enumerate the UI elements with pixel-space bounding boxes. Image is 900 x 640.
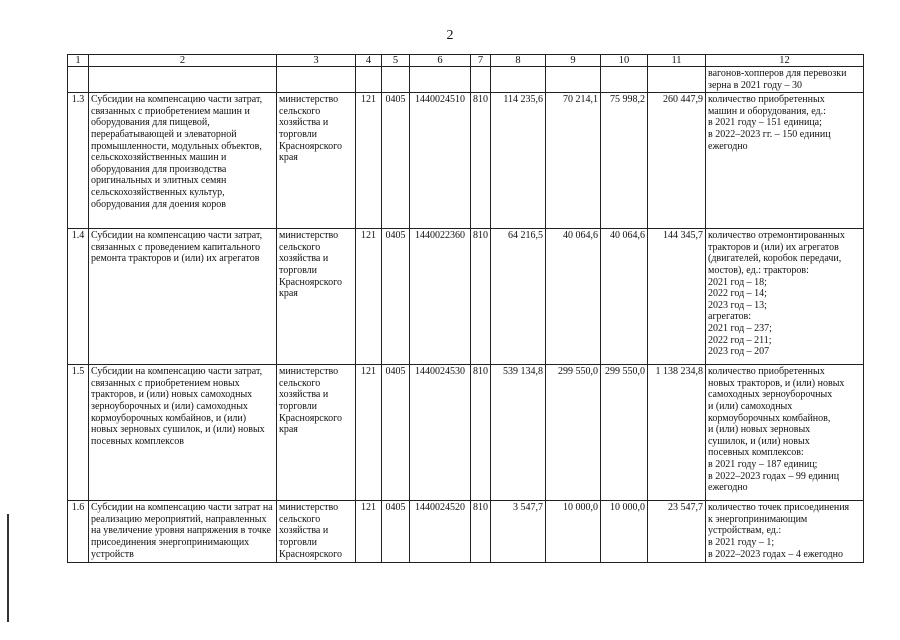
executor: министерство сельского хозяйства и торговли Красноярского края	[277, 229, 356, 365]
executor: министерство сельского хозяйства и торговли Красноярского края	[277, 93, 356, 229]
csr-code: 1440024520	[410, 501, 471, 563]
column-header: 9	[546, 55, 601, 67]
indicator-line: и (или) самоходных	[708, 400, 793, 412]
column-number-row	[68, 55, 864, 67]
row-id: 1.5	[68, 365, 89, 501]
indicator-line: 2021 год – 18;	[708, 276, 767, 288]
vr-code: 810	[471, 93, 491, 229]
indicator-line: самоходных зерноуборочных	[708, 389, 833, 401]
amount-total: 1 138 234,8	[648, 365, 706, 501]
amount-2021: 114 235,6	[491, 93, 546, 229]
page-number: 2	[446, 28, 454, 43]
indicator-cell	[706, 67, 864, 93]
indicator-line: в 2022–2023 годах – 99 единиц	[708, 470, 840, 482]
indicator-line: агрегатов:	[708, 311, 751, 323]
column-header: 2	[89, 55, 277, 67]
rzpr-code: 0405	[382, 93, 410, 229]
amount-total: 144 345,7	[648, 229, 706, 365]
indicator-line: и (или) новых зерновых	[708, 424, 811, 436]
continuation-row	[68, 67, 864, 93]
column-header: 8	[491, 55, 546, 67]
amount-2022: 10 000,0	[546, 501, 601, 563]
row-id: 1.3	[68, 93, 89, 229]
grbs-code: 121	[356, 93, 382, 229]
indicator-cell	[706, 229, 864, 365]
grbs-code: 121	[356, 229, 382, 365]
indicator-line: машин и оборудования, ед.:	[708, 105, 826, 117]
indicator-line: 2023 год – 207	[708, 346, 770, 358]
csr-code: 1440022360	[410, 229, 471, 365]
program-measures-table	[67, 54, 864, 563]
amount-2023: 75 998,2	[601, 93, 648, 229]
indicator-line: 2022 год – 211;	[708, 334, 772, 346]
column-header: 11	[648, 55, 706, 67]
indicator-line: количество точек присоединения	[708, 502, 850, 514]
indicator-line: посевных комплексов:	[708, 447, 804, 459]
column-header: 4	[356, 55, 382, 67]
rzpr-code: 0405	[382, 501, 410, 563]
indicator-line: мостов), ед.: тракторов:	[708, 264, 809, 276]
indicator-line: кормоуборочных комбайнов,	[708, 412, 831, 424]
indicator-line: тракторов и (или) их агрегатов	[708, 241, 839, 253]
amount-2021: 3 547,7	[491, 501, 546, 563]
rzpr-code: 0405	[382, 365, 410, 501]
vr-code: 810	[471, 365, 491, 501]
csr-code: 1440024510	[410, 93, 471, 229]
indicator-line: 2021 год – 237;	[708, 322, 772, 334]
column-header: 3	[277, 55, 356, 67]
amount-2022: 299 550,0	[546, 365, 601, 501]
indicator-line: количество приобретенных	[708, 94, 825, 106]
grbs-code: 121	[356, 365, 382, 501]
table-row	[68, 229, 864, 365]
amount-total: 260 447,9	[648, 93, 706, 229]
vr-code: 810	[471, 501, 491, 563]
scan-edge-mark	[7, 514, 9, 622]
indicator-line: ежегодно	[708, 140, 748, 152]
indicator-line: в 2022–2023 гг. – 150 единиц	[708, 128, 831, 140]
amount-2023: 40 064,6	[601, 229, 648, 365]
table-row	[68, 365, 864, 501]
column-header: 5	[382, 55, 410, 67]
indicator-line: новых тракторов, и (или) новых	[708, 377, 845, 389]
executor: министерство сельского хозяйства и торговли Красноярского	[277, 501, 356, 563]
amount-2022: 70 214,1	[546, 93, 601, 229]
column-header: 10	[601, 55, 648, 67]
amount-2021: 539 134,8	[491, 365, 546, 501]
vr-code: 810	[471, 229, 491, 365]
measure-name: Субсидии на компенсацию части затрат на реализацию мероприятий, направленных на увеличение уровня напряжения в точке присоединения энергопринимающих устройств	[89, 501, 277, 563]
amount-2021: 64 216,5	[491, 229, 546, 365]
indicator-cell	[706, 501, 864, 563]
row-id: 1.4	[68, 229, 89, 365]
indicator-line: в 2021 году – 187 единиц;	[708, 458, 818, 470]
indicator-line: количество приобретенных	[708, 366, 825, 378]
grbs-code: 121	[356, 501, 382, 563]
table-row	[68, 501, 864, 563]
indicator-cell	[706, 93, 864, 229]
amount-2022: 40 064,6	[546, 229, 601, 365]
indicator-line: зерна в 2021 году – 30	[708, 79, 803, 91]
column-header: 12	[706, 55, 864, 67]
indicator-line: в 2021 году – 151 единица;	[708, 117, 822, 129]
indicator-line: ежегодно	[708, 482, 748, 494]
table-row	[68, 93, 864, 229]
measure-name: Субсидии на компенсацию части затрат, связанных с проведением капитального ремонта тракторов и (или) их агрегатов	[89, 229, 277, 365]
executor: министерство сельского хозяйства и торговли Красноярского края	[277, 365, 356, 501]
indicator-line: устройствам, ед.:	[708, 525, 782, 537]
row-id: 1.6	[68, 501, 89, 563]
indicator-line: (двигателей, коробок передачи,	[708, 253, 842, 265]
amount-total: 23 547,7	[648, 501, 706, 563]
indicator-line: сушилок, и (или) новых	[708, 435, 810, 447]
column-header: 6	[410, 55, 471, 67]
indicator-line: в 2021 году – 1;	[708, 536, 775, 548]
indicator-line: 2023 год – 13;	[708, 299, 767, 311]
amount-2023: 299 550,0	[601, 365, 648, 501]
indicator-line: количество отремонтированных	[708, 230, 845, 242]
indicator-line: вагонов-хопперов для перевозки	[708, 68, 847, 79]
measure-name: Субсидии на компенсацию части затрат, связанных с приобретением машин и оборудования для пищевой, перерабатывающей и элеваторной промышленности, модульных объектов, сельскохозяйственных машин и оборудования для производства оригинальных и элитных семян сельскохозяйственных культур, оборудования для доения коров	[89, 93, 277, 229]
indicator-cell	[706, 365, 864, 501]
indicator-line: к энергопринимающим	[708, 513, 808, 525]
column-header: 1	[68, 55, 89, 67]
rzpr-code: 0405	[382, 229, 410, 365]
column-header: 7	[471, 55, 491, 67]
measure-name: Субсидии на компенсацию части затрат, связанных с приобретением новых тракторов, и (или) новых самоходных зерноуборочных и (или) самоходных кормоуборочных комбайнов, и (или) новых зерновых сушилок, и (или) новых посевных комплексов	[89, 365, 277, 501]
csr-code: 1440024530	[410, 365, 471, 501]
indicator-line: 2022 год – 14;	[708, 288, 767, 300]
amount-2023: 10 000,0	[601, 501, 648, 563]
indicator-line: в 2022–2023 годах – 4 ежегодно	[708, 548, 843, 560]
